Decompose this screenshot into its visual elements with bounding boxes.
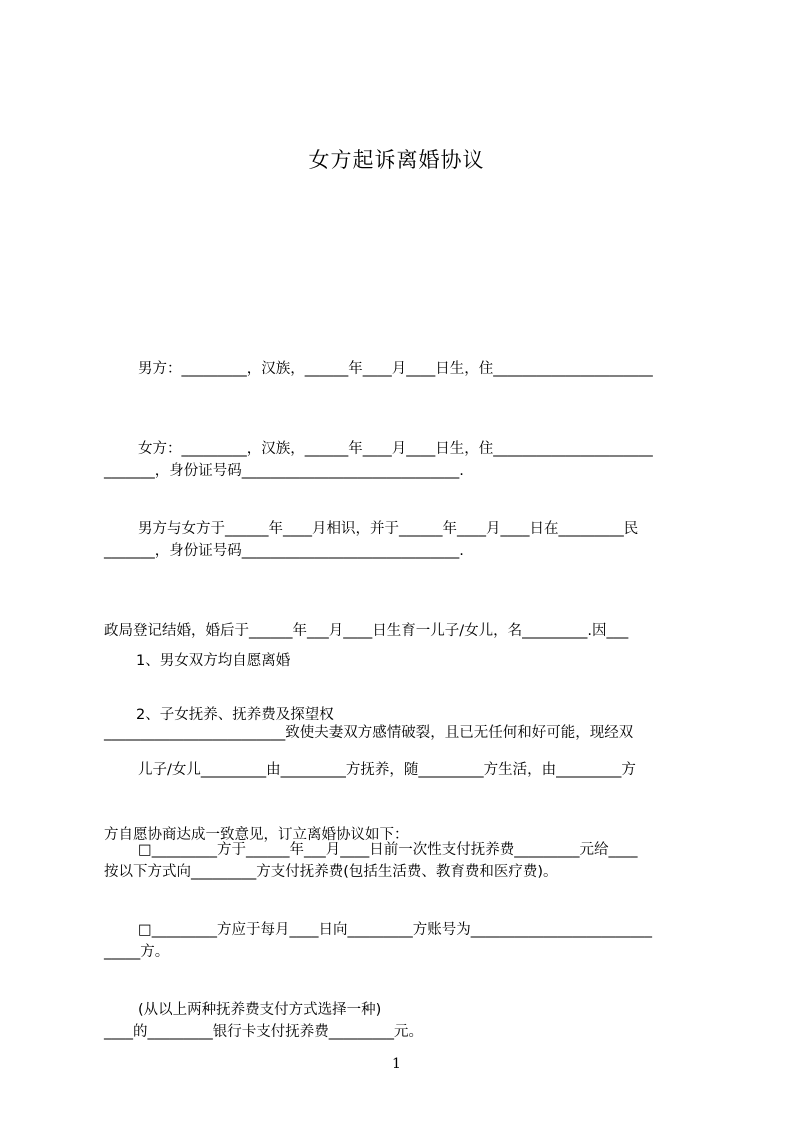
document-title: 女方起诉离婚协议 <box>308 148 485 172</box>
custody-line-1: 儿子/女儿_________由_________方抚养，随_________方生活，由_________方 <box>138 762 636 778</box>
female-party-line-2: _______，身份证号码______________________________. <box>104 543 464 559</box>
payment-option-2-line-1: □_________方应于每月____日向_________方账号为_________________________ <box>138 922 652 938</box>
payment-option-2-line-2: ____的_________银行卡支付抚养费_________元。 <box>104 1024 423 1040</box>
custody-line-2: 按以下方式向_________方支付抚养费(包括生活费、教育费和医疗费)。 <box>104 864 558 880</box>
background-line-4: 方自愿协商达成一致意见，订立离婚协议如下： <box>104 827 409 843</box>
background-line-3: _________________________致使夫妻双方感情破裂，且已无任何和好可能，现经双 <box>104 725 634 741</box>
male-party-line-1: 男方：_________，汉族，______年____月____日生，住______________________ <box>138 361 653 377</box>
payment-note-text: (从以上两种抚养费支付方式选择一种) <box>138 1002 382 1018</box>
background-line-1: 男方与女方于______年____月相识，并于______年____月____日在_________民 <box>138 521 639 537</box>
payment-option-1-line-2: _____方。 <box>104 944 170 960</box>
payment-option-1-line-1: □_________方于______年___月____日前一次性支付抚养费_________元给____ <box>138 842 638 858</box>
page-number: 1 <box>392 1056 401 1072</box>
female-party-line-1: 女方：_________，汉族，______年____月____日生，住______________________ <box>138 441 653 457</box>
item-1-text: 1、男女双方均自愿离婚 <box>136 653 291 669</box>
background-line-2: 政局登记结婚，婚后于______年___月____日生育一儿子/女儿，名_________.因___ <box>104 623 629 639</box>
male-party-line-2: _______，身份证号码______________________________. <box>104 463 464 479</box>
item-2-text: 2、子女抚养、抚养费及探望权 <box>136 707 334 723</box>
